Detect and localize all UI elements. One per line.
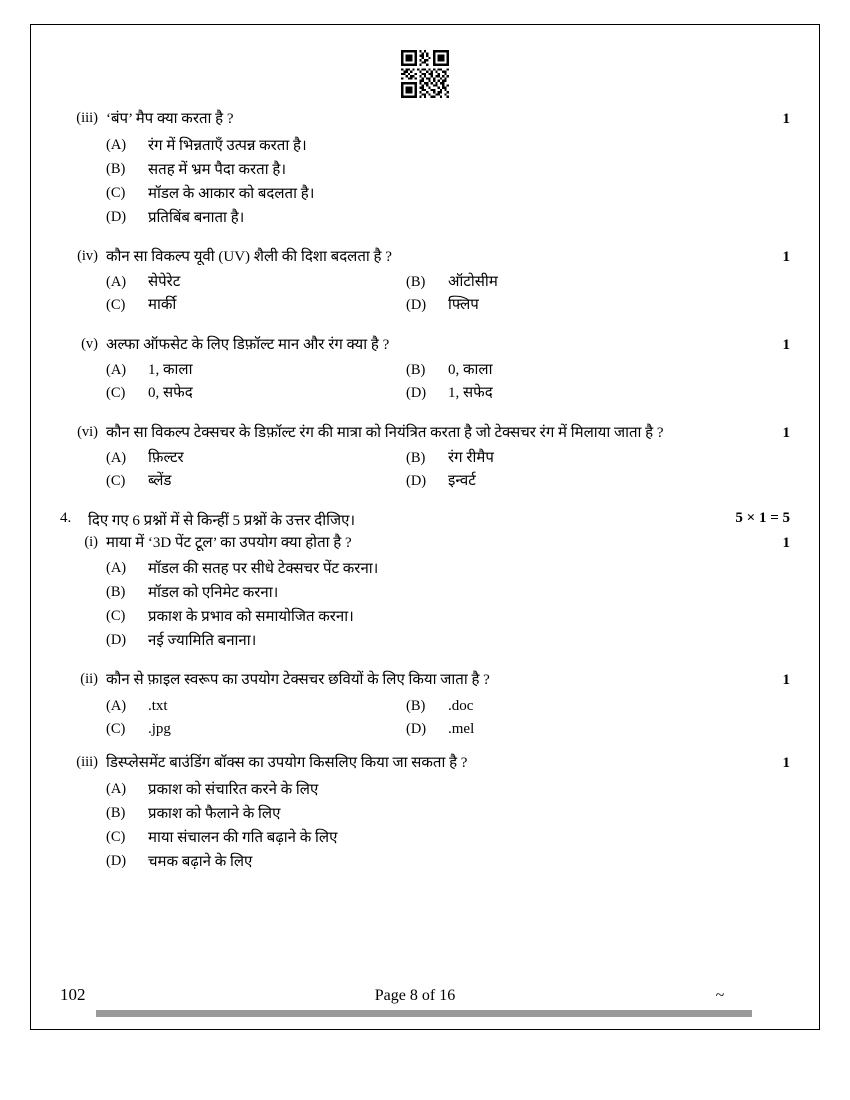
qr-code-icon xyxy=(401,50,449,98)
question-marker: (vi) xyxy=(77,423,98,440)
option-c[interactable] xyxy=(106,605,790,629)
option-a[interactable] xyxy=(106,447,406,470)
option-d[interactable] xyxy=(106,850,790,874)
option-label: (D) xyxy=(106,208,127,225)
paper-code: 102 xyxy=(60,985,86,1004)
question-stem-row xyxy=(60,422,790,445)
option-c[interactable] xyxy=(106,294,406,317)
option-text: चमक बढ़ाने के लिए xyxy=(148,853,253,870)
option-d[interactable] xyxy=(106,629,790,653)
option-b[interactable] xyxy=(106,158,790,182)
spacer xyxy=(60,655,790,669)
option-d[interactable] xyxy=(406,382,706,405)
option-label: (B) xyxy=(406,450,426,466)
option-label: (C) xyxy=(106,608,126,624)
option-label: (A) xyxy=(106,136,127,153)
option-label: (A) xyxy=(106,274,127,290)
options-list xyxy=(60,557,790,653)
option-label: (A) xyxy=(106,780,127,797)
spacer xyxy=(60,408,790,422)
option-label: (C) xyxy=(106,385,126,402)
option-text: .mel xyxy=(448,720,475,737)
question-marks: 1 xyxy=(782,534,790,551)
option-d[interactable] xyxy=(106,206,790,230)
main-question-marks: 5 × 1 = 5 xyxy=(735,509,790,526)
option-c[interactable] xyxy=(106,718,406,741)
option-label: (C) xyxy=(106,297,126,314)
options-row xyxy=(106,359,790,382)
option-a[interactable] xyxy=(106,778,790,802)
option-text: मॉडल को एनिमेट करना। xyxy=(148,585,279,601)
option-label: (B) xyxy=(406,697,426,714)
question-text: कौन सा विकल्प टेक्सचर के डिफ़ॉल्ट रंग की मात्रा को नियंत्रित करता है जो टेक्सचर रंग में मिलाया जाता है ? xyxy=(106,424,664,441)
option-label: (D) xyxy=(106,852,127,869)
question-marker: (iii) xyxy=(76,754,98,770)
option-label: (A) xyxy=(106,560,127,576)
option-label: (A) xyxy=(106,450,127,466)
option-b[interactable] xyxy=(106,802,790,826)
question-text: कौन सा विकल्प यूवी (UV) शैली की दिशा बदलता है ? xyxy=(106,248,392,265)
question-marks: 1 xyxy=(782,424,790,441)
question-4-ii xyxy=(60,669,790,741)
question-iv xyxy=(60,246,790,318)
option-a[interactable] xyxy=(106,134,790,158)
spacer xyxy=(60,320,790,334)
option-label: (A) xyxy=(106,362,127,378)
option-label: (C) xyxy=(106,184,126,201)
option-label: (B) xyxy=(106,804,126,821)
option-b[interactable] xyxy=(406,271,706,294)
option-text: मॉडल की सतह पर सीधे टेक्सचर पेंट करना। xyxy=(148,561,379,577)
option-text: प्रकाश के प्रभाव को समायोजित करना। xyxy=(148,609,354,625)
question-text: डिस्प्लेसमेंट बाउंडिंग बॉक्स का उपयोग किसलिए किया जा सकता है ? xyxy=(106,755,468,771)
options-list xyxy=(60,447,790,494)
option-c[interactable] xyxy=(106,382,406,405)
page-content xyxy=(60,50,790,876)
question-text: अल्फा ऑफसेट के लिए डिफ़ॉल्ट मान और रंग क्या है ? xyxy=(106,336,390,353)
option-text: 0, काला xyxy=(448,362,493,378)
option-a[interactable] xyxy=(106,271,406,294)
option-text: सेपेरेट xyxy=(148,274,181,290)
options-row xyxy=(106,271,790,294)
option-text: ब्लेंड xyxy=(148,473,172,490)
option-text: .txt xyxy=(148,697,168,714)
option-label: (B) xyxy=(106,160,126,177)
option-b[interactable] xyxy=(106,581,790,605)
options-row xyxy=(106,695,790,718)
options-row xyxy=(106,447,790,470)
option-text: 1, सफेद xyxy=(448,385,493,402)
question-marker: (iii) xyxy=(76,110,98,126)
question-stem-row xyxy=(60,669,790,692)
option-text: नई ज्यामिति बनाना। xyxy=(148,633,257,649)
spacer xyxy=(60,232,790,246)
footer-bar xyxy=(96,1010,752,1017)
page-number: Page 8 of 16 xyxy=(374,987,456,1004)
option-text: रंग में भिन्नताएँ उत्पन्न करता है। xyxy=(148,137,307,154)
main-question-text: दिए गए 6 प्रश्नों में से किन्हीं 5 प्रश्नों के उत्तर दीजिए। xyxy=(88,512,356,529)
option-label: (D) xyxy=(406,297,427,314)
option-text: प्रकाश को संचारित करने के लिए xyxy=(148,781,319,798)
option-text: 1, काला xyxy=(148,362,193,378)
option-a[interactable] xyxy=(106,359,406,382)
options-list xyxy=(60,359,790,406)
question-text: ‘बंप’ मैप क्या करता है ? xyxy=(106,111,234,127)
option-text: माया संचालन की गति बढ़ाने के लिए xyxy=(148,829,338,846)
options-list xyxy=(60,271,790,318)
options-list xyxy=(60,778,790,874)
spacer xyxy=(60,743,790,752)
option-b[interactable] xyxy=(406,359,706,382)
option-text: .jpg xyxy=(148,720,171,737)
options-row xyxy=(106,718,790,741)
option-a[interactable] xyxy=(106,695,406,718)
option-label: (D) xyxy=(406,720,427,737)
question-4-iii xyxy=(60,752,790,874)
option-text: 0, सफेद xyxy=(148,385,193,402)
option-label: (B) xyxy=(106,584,126,600)
option-d[interactable] xyxy=(406,294,706,317)
option-text: फ़िल्टर xyxy=(148,450,184,466)
question-stem-row xyxy=(60,532,790,555)
question-stem-row xyxy=(60,334,790,357)
main-question-4 xyxy=(60,510,790,530)
question-stem-row xyxy=(60,752,790,775)
question-stem-row xyxy=(60,246,790,269)
question-text: माया में ‘3D पेंट टूल’ का उपयोग क्या होता है ? xyxy=(106,534,352,551)
page-footer xyxy=(60,985,790,1005)
option-a[interactable] xyxy=(106,557,790,581)
options-row xyxy=(106,294,790,317)
option-text: सतह में भ्रम पैदा करता है। xyxy=(148,161,287,178)
question-stem-row xyxy=(60,108,790,131)
question-marker: (i) xyxy=(84,533,98,550)
option-text: प्रतिबिंब बनाता है। xyxy=(148,209,245,226)
question-text: कौन से फ़ाइल स्वरूप का उपयोग टेक्सचर छवियों के लिए किया जाता है ? xyxy=(106,672,490,688)
option-label: (D) xyxy=(106,632,127,648)
option-label: (C) xyxy=(106,720,126,737)
question-marks: 1 xyxy=(782,672,790,688)
question-marks: 1 xyxy=(782,248,790,265)
option-label: (D) xyxy=(406,473,427,490)
option-label: (A) xyxy=(106,697,127,714)
option-label: (B) xyxy=(406,274,426,290)
option-label: (C) xyxy=(106,828,126,845)
options-list xyxy=(60,695,790,742)
option-label: (C) xyxy=(106,473,126,490)
question-iii xyxy=(60,108,790,230)
question-marker: (v) xyxy=(81,335,98,352)
option-text: .doc xyxy=(448,697,474,714)
question-marker: (iv) xyxy=(77,247,98,264)
option-d[interactable] xyxy=(406,470,706,493)
option-c[interactable] xyxy=(106,182,790,206)
option-text: मॉडल के आकार को बदलता है। xyxy=(148,185,315,202)
option-text: ऑटोसीम xyxy=(448,274,498,290)
options-list xyxy=(60,134,790,230)
main-question-number: 4. xyxy=(60,509,72,526)
options-row xyxy=(106,470,790,493)
question-4-i xyxy=(60,532,790,654)
question-marks: 1 xyxy=(782,336,790,353)
option-label: (D) xyxy=(406,385,427,402)
option-c[interactable] xyxy=(106,470,406,493)
option-text: फ्लिप xyxy=(448,297,479,314)
option-c[interactable] xyxy=(106,826,790,850)
option-d[interactable] xyxy=(406,718,706,741)
question-marks: 1 xyxy=(782,755,790,771)
option-b[interactable] xyxy=(406,695,706,718)
option-b[interactable] xyxy=(406,447,706,470)
question-marker: (ii) xyxy=(80,671,98,687)
options-row xyxy=(106,382,790,405)
question-marks: 1 xyxy=(782,111,790,127)
option-text: इन्वर्ट xyxy=(448,473,476,490)
option-text: मार्की xyxy=(148,297,177,314)
option-text: प्रकाश को फैलाने के लिए xyxy=(148,805,281,822)
option-label: (B) xyxy=(406,362,426,378)
option-text: रंग रीमैप xyxy=(448,450,494,466)
qr-code-container xyxy=(60,50,790,98)
footer-mark: ~ xyxy=(715,987,725,1004)
question-v xyxy=(60,334,790,406)
question-vi xyxy=(60,422,790,494)
